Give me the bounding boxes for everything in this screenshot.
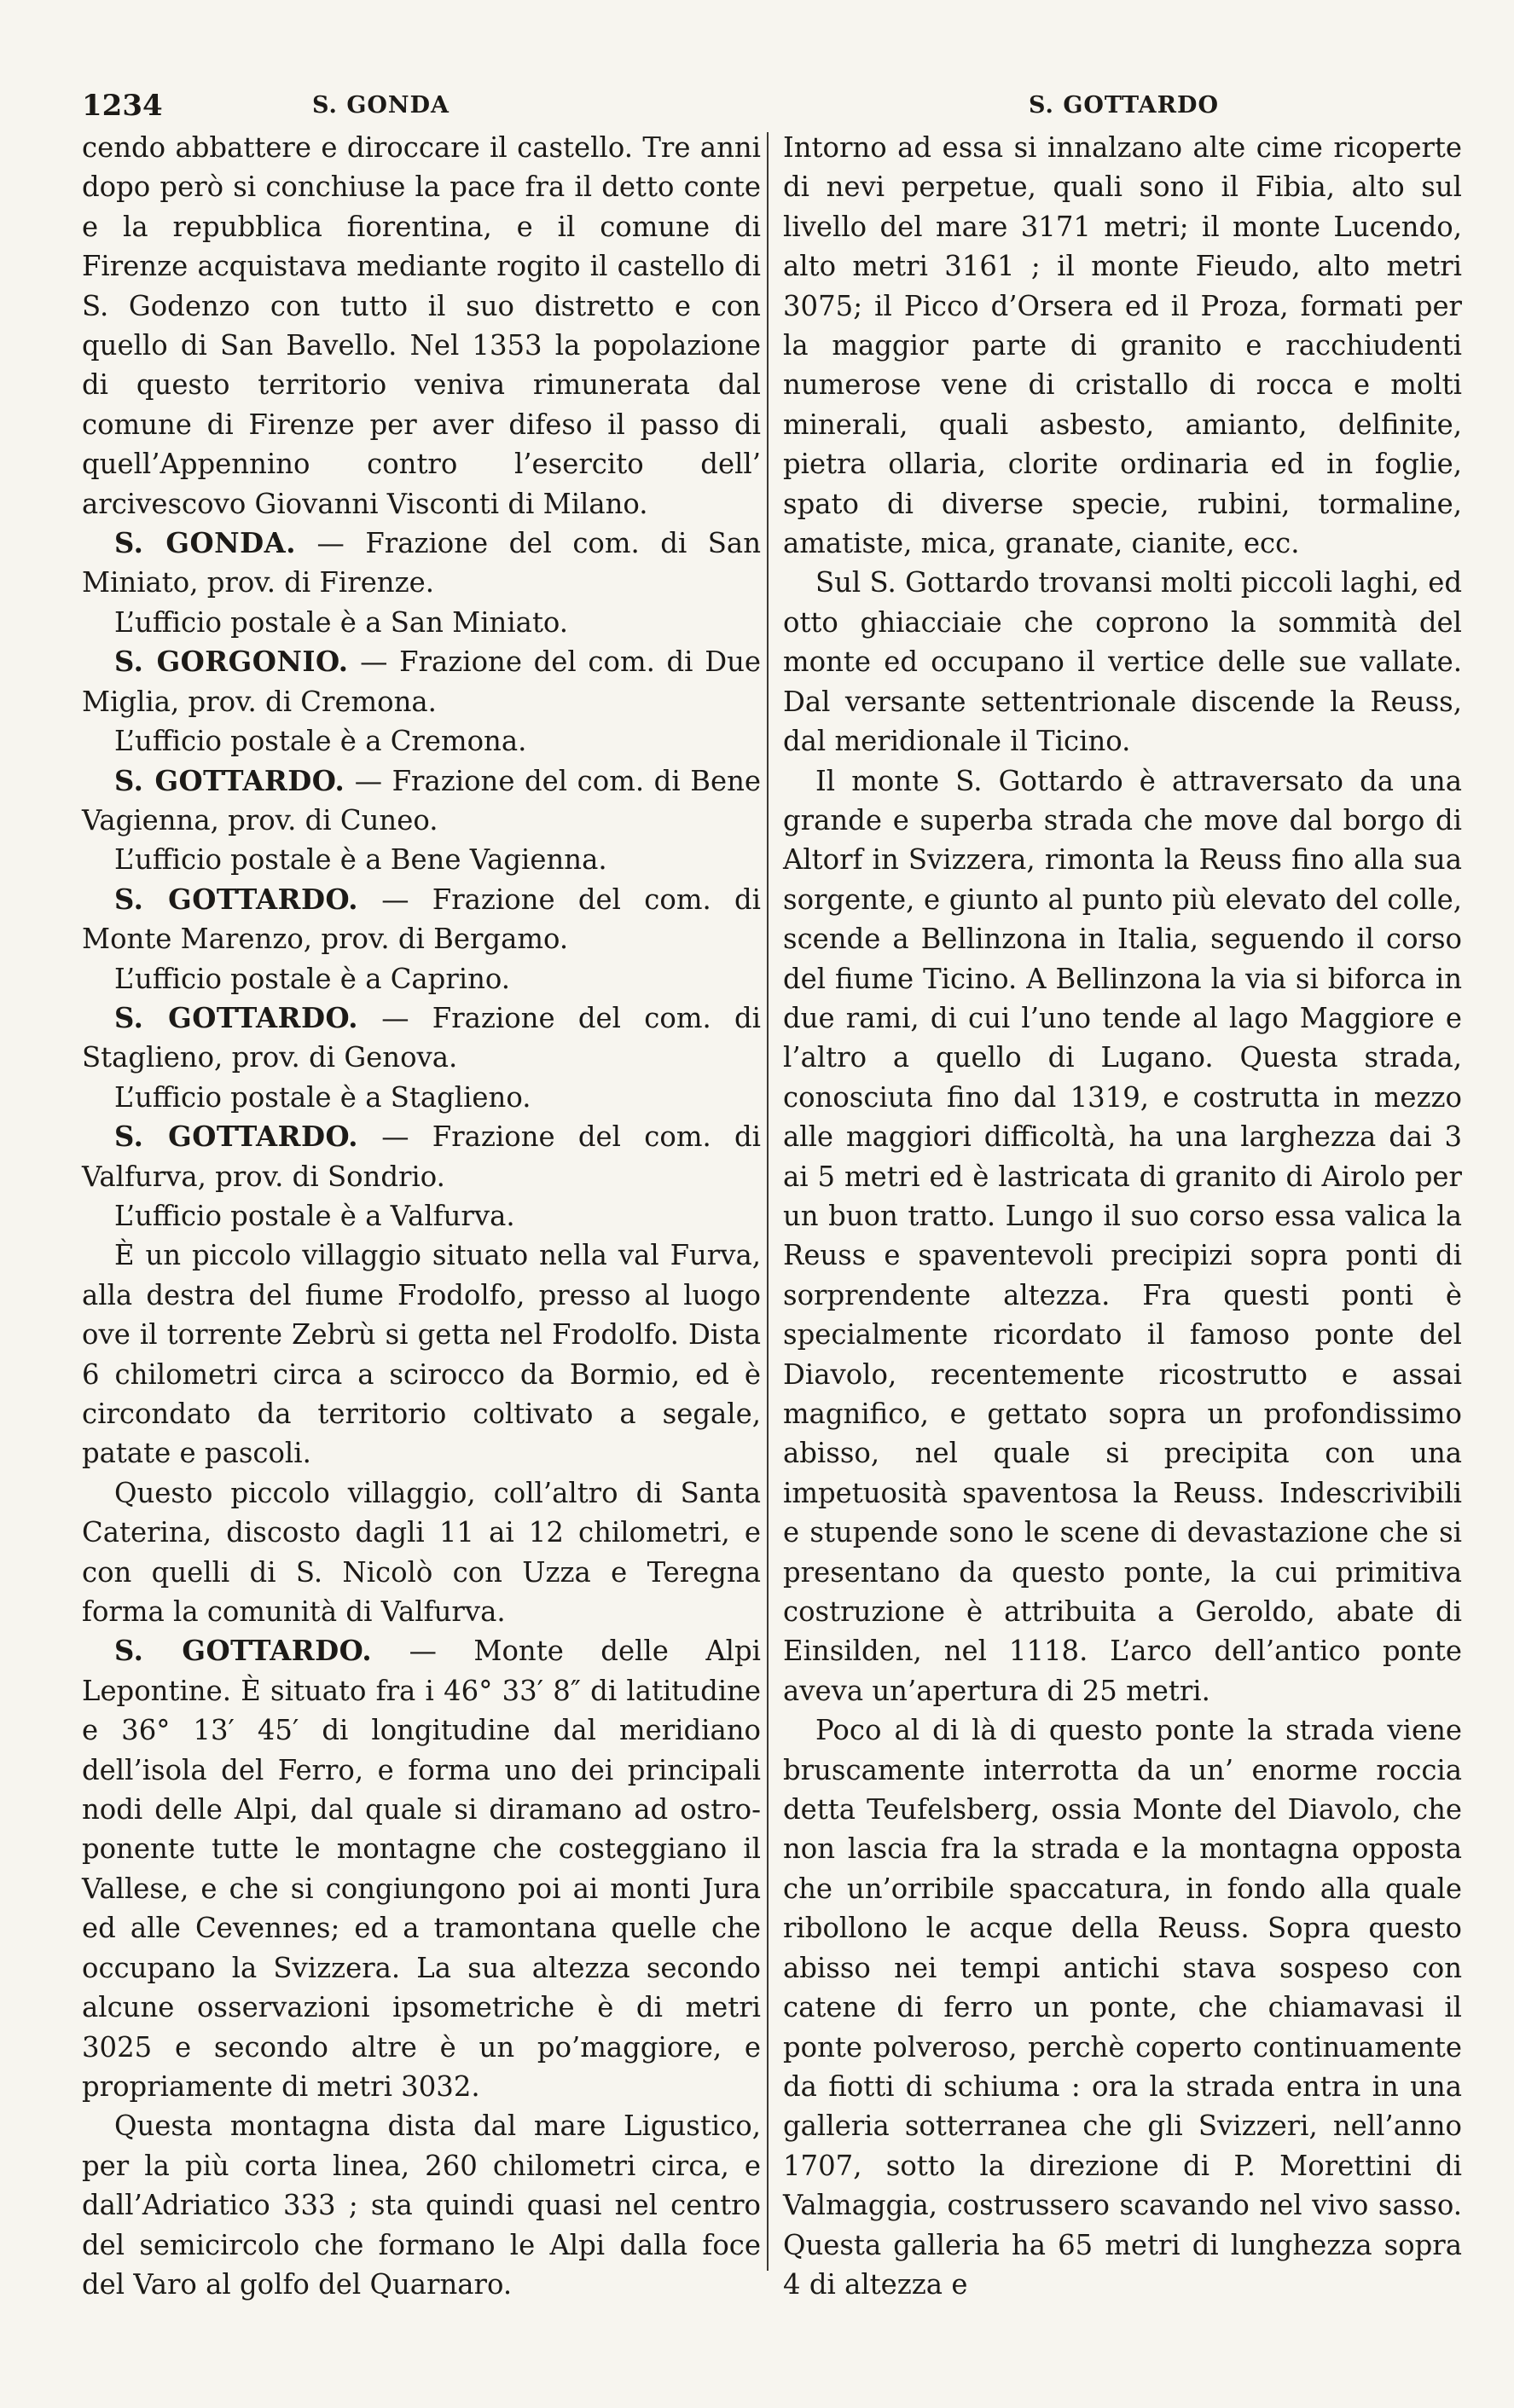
left-column (82, 128, 761, 2304)
paragraph-text: L’ufficio postale è a Cremona. (114, 725, 527, 758)
paragraph (82, 128, 761, 524)
paragraph-text: — Frazione del com. di Bene Vagienna, prov. di Cuneo. (82, 764, 761, 836)
paragraph-text: Il monte S. Gottardo è attraversato da una grande e superba strada che move dal borgo di Altorf in Svizzera, rimonta la Reuss fino alla sua sorgente, e giunto al punto più elevato del colle, scende a Bellinzona in Italia, seguendo il corso del fiume Ticino. A Bellinzona la via si biforca in due rami, di cui l’uno tende al lago Maggiore e l’altro a quello di Lugano. Questa strada, conosciuta fino dal 1319, e costrutta in mezzo alle maggiori difficoltà, ha una larghezza dai 3 ai 5 metri ed è lastricata di granito di Airolo per un buon tratto. Lungo il suo corso essa valica la Reuss e spaventevoli precipizi sopra ponti di sorprendente altezza. Fra questi ponti è specialmente ricordato il famoso ponte del Diavolo, recentemente ricostrutto e assai magnifico, e gettato sopra un profondissimo abisso, nel quale si precipita con una impetuosità spaventosa la Reuss. Indescrivibili e stupende sono le scene di devastazione che si presentano da questo ponte, la cui primitiva costruzione è attribuita a Geroldo, abate di Einsilden, nel 1118. L’arco dell’antico ponte aveva un’apertura di 25 metri. (783, 764, 1462, 1707)
paragraph-text: L’ufficio postale è a Valfurva. (114, 1199, 515, 1232)
paragraph-text: L’ufficio postale è a Caprino. (114, 962, 511, 995)
paragraph (82, 999, 761, 1078)
entry-heading: S. GOTTARDO. (114, 1001, 358, 1034)
paragraph (82, 2106, 761, 2304)
paragraph-text: L’ufficio postale è a San Miniato. (114, 605, 569, 639)
paragraph-text: L’ufficio postale è a Staglieno. (114, 1080, 531, 1114)
running-head-left: S. GONDA (312, 92, 450, 119)
paragraph-text: L’ufficio postale è a Bene Vagienna. (114, 843, 607, 877)
paragraph (82, 721, 761, 761)
paragraph-text: Sul S. Gottardo trovansi molti piccoli laghi, ed otto ghiacciaie che coprono la sommità del monte ed occupano il vertice delle sue vallate. Dal versante settentrionale discende la Reuss, dal meridionale il Ticino. (783, 566, 1462, 758)
column-divider (767, 132, 769, 2271)
page-number: 1234 (82, 89, 163, 123)
page-header (82, 89, 1464, 131)
paragraph-text: — Frazione del com. di Staglieno, prov. di Genova. (82, 1001, 761, 1074)
paragraph (82, 840, 761, 879)
paragraph (82, 880, 761, 959)
entry-heading: S. GOTTARDO. (114, 1120, 358, 1154)
entry-heading: S. GOTTARDO. (114, 1635, 373, 1668)
paragraph (783, 128, 1462, 563)
paragraph (783, 563, 1462, 761)
paragraph (82, 1236, 761, 1473)
paragraph-text: Questa montagna dista dal mare Ligustico, per la più corta linea, 260 chilometri circa, e dall’Adriatico 333 ; sta quindi quasi nel centro del semicircolo che formano le Alpi dalla foce del Varo al golfo del Quarnaro. (82, 2110, 761, 2301)
paragraph (82, 959, 761, 999)
paragraph (82, 761, 761, 841)
paragraph-text: Poco al di là di questo ponte la strada viene bruscamente interrotta da un’ enorme roccia detta Teufelsberg, ossia Monte del Diavolo, che non lascia fra la strada e la montagna opposta che un’orribile spaccatura, in fondo alla quale ribollono le acque della Reuss. Sopra questo abisso nei tempi antichi stava sospeso con catene di ferro un ponte, che chiamavasi il ponte polveroso, perchè coperto continuamente da fiotti di schiuma : ora la strada entra in una galleria sotterranea che gli Svizzeri, nell’anno 1707, sotto la direzione di P. Morettini di Valmaggia, costrussero scavando nel vivo sasso. Questa galleria ha 65 metri di lunghezza sopra 4 di altezza e (783, 1714, 1462, 2301)
paragraph (783, 761, 1462, 1711)
paragraph-text: — Frazione del com. di Valfurva, prov. di Sondrio. (82, 1120, 761, 1193)
paragraph-text: È un piccolo villaggio situato nella val Furva, alla destra del fiume Frodolfo, presso al luogo ove il torrente Zebrù si getta nel Frodolfo. Dista 6 chilometri circa a scirocco da Bormio, ed è circondato da territorio coltivato a segale, patate e pascoli. (82, 1239, 761, 1470)
paragraph (82, 1631, 761, 2106)
paragraph (82, 1117, 761, 1196)
right-column (783, 128, 1462, 2304)
paragraph (82, 1196, 761, 1236)
paragraph-text: — Frazione del com. di Due Miglia, prov. di Cremona. (82, 645, 761, 718)
paragraph-text: Questo piccolo villaggio, coll’altro di Santa Caterina, discosto dagli 11 ai 12 chilometri, e con quelli di S. Nicolò con Uzza e Teregna forma la comunità di Valfurva. (82, 1476, 761, 1629)
paragraph (82, 1473, 761, 1632)
entry-heading: S. GOTTARDO. (114, 883, 358, 916)
entry-heading: S. GONDA. (114, 527, 296, 560)
paragraph (82, 603, 761, 642)
running-head-right: S. GOTTARDO (1029, 92, 1219, 119)
paragraph-text: — Frazione del com. di Monte Marenzo, prov. di Bergamo. (82, 883, 761, 956)
paragraph-text: — Frazione del com. di San Miniato, prov. di Firenze. (82, 527, 761, 599)
paragraph-text: cendo abbattere e diroccare il castello. Tre anni dopo però si conchiuse la pace fra il detto conte e la repubblica fiorentina, e il comune di Firenze acquistava mediante rogito il castello di S. Godenzo con tutto il suo distretto e con quello di San Bavello. Nel 1353 la popolazione di questo territorio veniva rimunerata dal comune di Firenze per aver difeso il passo di quell’Appennino contro l’esercito dell’ arcivescovo Giovanni Visconti di Milano. (82, 131, 761, 520)
paragraph-text: Intorno ad essa si innalzano alte cime ricoperte di nevi perpetue, quali sono il Fibia, alto sul livello del mare 3171 metri; il monte Lucendo, alto metri 3161 ; il monte Fieudo, alto metri 3075; il Picco d’Orsera ed il Proza, formati per la maggior parte di granito e racchiudenti numerose vene di cristallo di rocca e molti minerali, quali asbesto, amianto, delfinite, pietra ollaria, clorite ordinaria ed in foglie, spato di diverse specie, rubini, tormaline, amatiste, mica, granate, cianite, ecc. (783, 131, 1462, 560)
entry-heading: S. GORGONIO. (114, 645, 349, 679)
paragraph (783, 1710, 1462, 2304)
paragraph (82, 1078, 761, 1117)
paragraph (82, 642, 761, 721)
paragraph (82, 524, 761, 603)
paragraph-text: — Monte delle Alpi Lepontine. È situato fra i 46° 33′ 8″ di latitudine e 36° 13′ 45′ di longitudine dal meridiano dell’isola del Ferro, e forma uno dei principali nodi delle Alpi, dal quale si diramano ad ostro-ponente tutte le montagne che costeggiano il Vallese, e che si congiungono poi ai monti Jura ed alle Cevennes; ed a tramontana quelle che occupano la Svizzera. La sua altezza secondo alcune osservazioni ipsometriche è di metri 3025 e secondo altre è un po’maggiore, e propriamente di metri 3032. (82, 1635, 761, 2103)
entry-heading: S. GOTTARDO. (114, 764, 345, 797)
